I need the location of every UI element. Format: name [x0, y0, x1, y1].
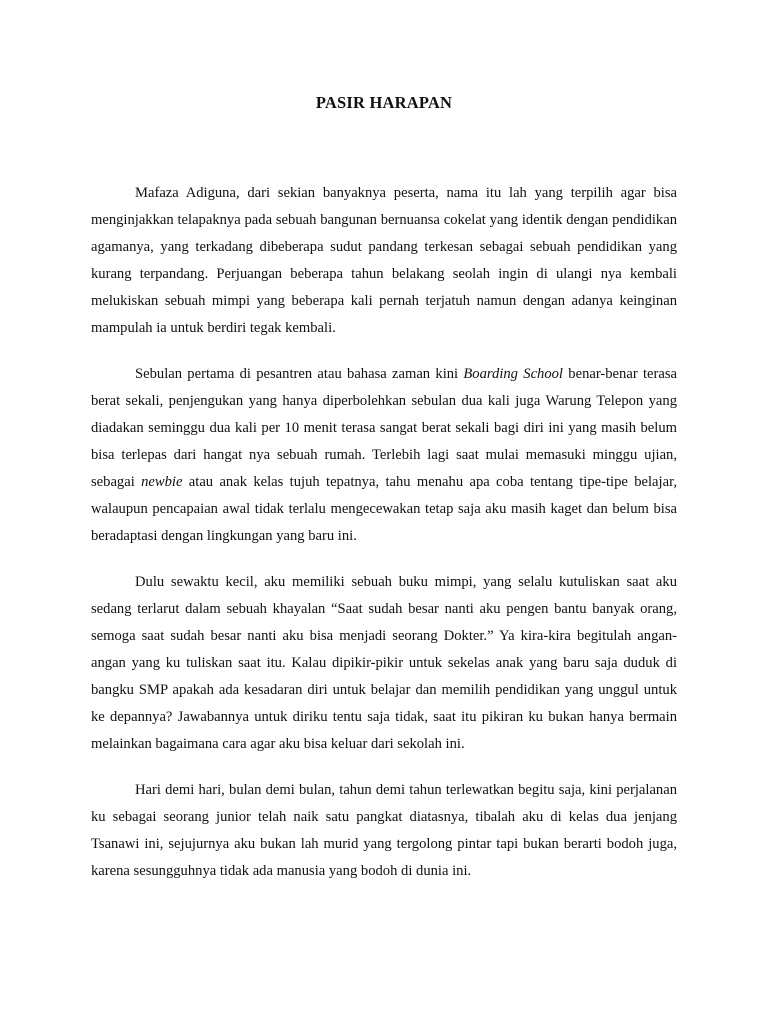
paragraph-2-text-b: benar-benar terasa berat sekali, penjengukan yang hanya diperbolehkan sebulan dua kali juga Warung Telepon yang diadakan seminggu dua kali per 10 menit terasa sangat berat sekali bagi diri ini yang masih belum bisa terlepas dari hangat nya sebuah rumah. Terlebih lagi saat mulai memasuki minggu ujian, sebagai [91, 366, 677, 490]
paragraph-4-text: Hari demi hari, bulan demi bulan, tahun demi tahun terlewatkan begitu saja, kini perjalanan ku sebagai seorang junior telah naik satu pangkat diatasnya, tibalah aku di kelas dua jenjang Tsanawi ini, sejujurnya aku bukan lah murid yang tergolong pintar tapi bukan berarti bodoh juga, karena sesungguhnya tidak ada manusia yang bodoh di dunia ini. [91, 782, 677, 879]
paragraph-3 [91, 569, 677, 758]
italic-term-boarding-school: Boarding School [463, 366, 563, 382]
paragraph-1-text: Mafaza Adiguna, dari sekian banyaknya peserta, nama itu lah yang terpilih agar bisa menginjakkan telapaknya pada sebuah bangunan bernuansa cokelat yang identik dengan pendidikan agamanya, yang terkadang dibeberapa sudut pandang terkesan sebagai sebuah pendidikan yang kurang terpandang. Perjuangan beberapa tahun belakang seolah ingin di ulangi nya kembali melukiskan sebuah mimpi yang beberapa kali pernah terjatuh namun dengan adanya keinginan mampulah ia untuk berdiri tegak kembali. [91, 185, 677, 336]
paragraph-4 [91, 777, 677, 885]
paragraph-2-text-c: atau anak kelas tujuh tepatnya, tahu menahu apa coba tentang tipe-tipe belajar, walaupun pencapaian awal tidak terlalu mengecewakan tetap saja aku masih kaget dan belum bisa beradaptasi dengan lingkungan yang baru ini. [91, 474, 677, 544]
paragraph-2-text-a: Sebulan pertama di pesantren atau bahasa zaman kini [135, 366, 464, 382]
document-body [91, 180, 677, 904]
paragraph-3-text: Dulu sewaktu kecil, aku memiliki sebuah buku mimpi, yang selalu kutuliskan saat aku sedang terlarut dalam sebuah khayalan “Saat sudah besar nanti aku pengen bantu banyak orang, semoga saat sudah besar nanti aku bisa menjadi seorang Dokter.” Ya kira-kira begitulah angan-angan yang ku tuliskan saat itu. Kalau dipikir-pikir untuk sekelas anak yang baru saja duduk di bangku SMP apakah ada kesadaran diri untuk belajar dan memilih pendidikan yang unggul untuk ke depannya? Jawabannya untuk diriku tentu saja tidak, saat itu pikiran ku bukan hanya bermain melainkan bagaimana cara agar aku bisa keluar dari sekolah ini. [91, 574, 677, 752]
paragraph-1 [91, 180, 677, 342]
paragraph-2 [91, 361, 677, 550]
document-title: PASIR HARAPAN [315, 93, 453, 112]
italic-term-newbie: newbie [141, 474, 183, 490]
